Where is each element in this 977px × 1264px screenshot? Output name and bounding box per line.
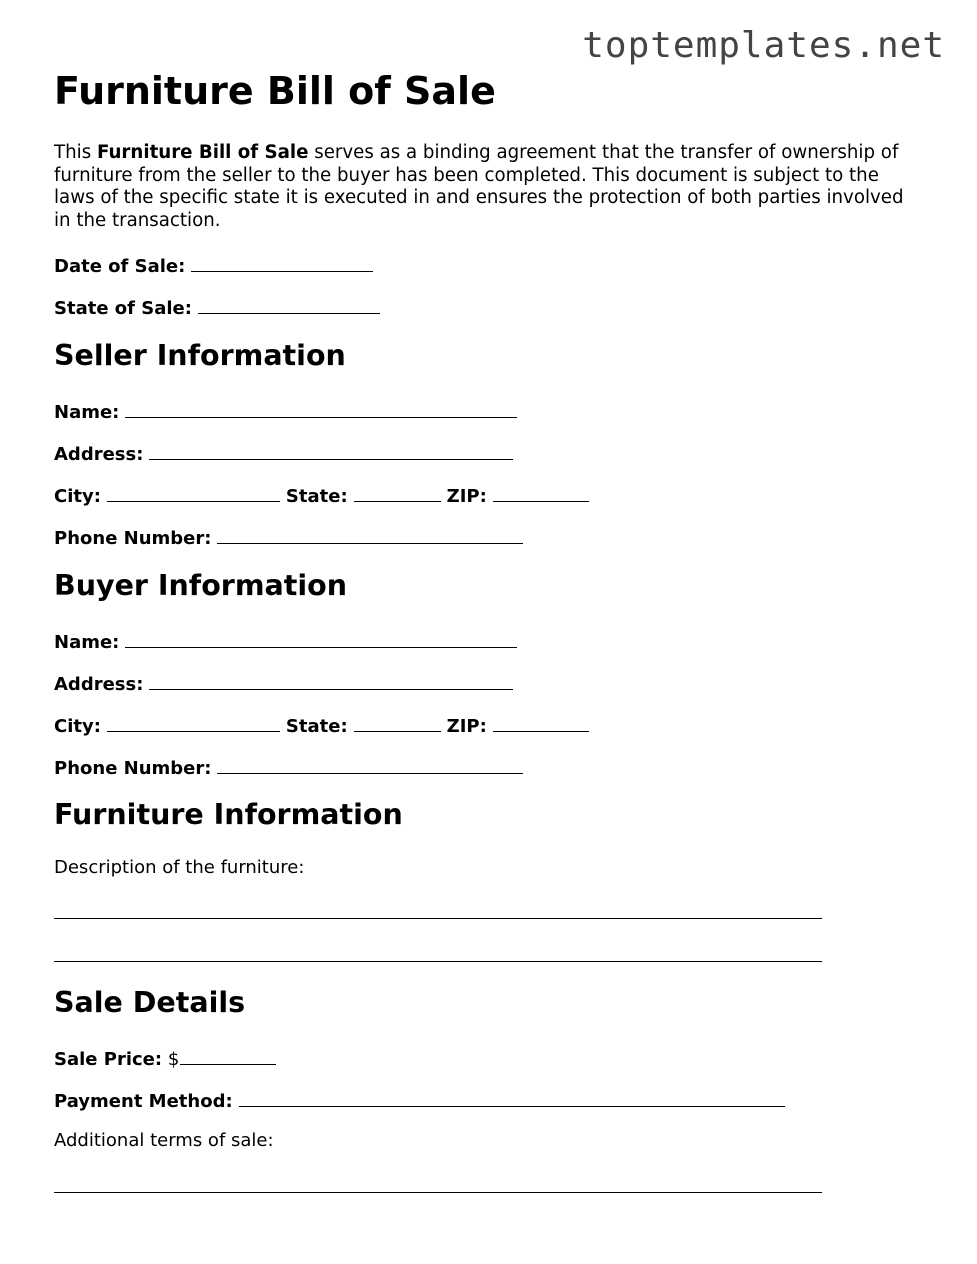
additional-terms-line[interactable] [54,1192,822,1193]
payment-method-row [54,1090,785,1111]
sale-price-field[interactable] [180,1048,276,1065]
seller-name-label: Name: [54,402,120,423]
seller-address-field[interactable] [149,443,513,460]
furniture-heading: Furniture Information [54,798,403,831]
seller-phone-row [54,527,523,548]
buyer-state-label: State: [285,716,348,737]
intro-bold-term: Furniture Bill of Sale [96,142,309,163]
seller-phone-field[interactable] [217,527,523,544]
seller-name-field[interactable] [125,401,517,418]
buyer-city-row [54,715,589,736]
furniture-description-line-2[interactable] [54,961,822,962]
buyer-city-field[interactable] [107,715,280,732]
buyer-address-field[interactable] [149,673,513,690]
sale-details-heading: Sale Details [54,986,246,1019]
sale-price-row [54,1048,276,1069]
seller-state-label: State: [285,486,348,507]
state-of-sale-field[interactable] [198,297,380,314]
seller-city-row [54,485,589,506]
buyer-phone-field[interactable] [217,757,523,774]
seller-heading: Seller Information [54,339,346,372]
date-of-sale-field[interactable] [191,255,373,272]
furniture-description-label: Description of the furniture: [54,857,305,878]
seller-phone-label: Phone Number: [54,528,212,549]
additional-terms-label: Additional terms of sale: [54,1130,274,1151]
buyer-phone-label: Phone Number: [54,758,212,779]
buyer-zip-label: ZIP: [446,716,487,737]
seller-city-field[interactable] [107,485,280,502]
seller-state-field[interactable] [354,485,441,502]
seller-zip-field[interactable] [493,485,589,502]
seller-address-row [54,443,513,464]
buyer-state-field[interactable] [354,715,441,732]
buyer-address-row [54,673,513,694]
date-of-sale-label: Date of Sale: [54,256,186,277]
watermark-text: toptemplates.net [582,25,945,66]
intro-prefix: This [54,142,97,163]
payment-method-label: Payment Method: [54,1091,233,1112]
seller-city-label: City: [54,486,101,507]
currency-symbol: $ [167,1049,180,1070]
seller-address-label: Address: [54,444,144,465]
furniture-description-line-1[interactable] [54,918,822,919]
buyer-heading: Buyer Information [54,569,348,602]
buyer-zip-field[interactable] [493,715,589,732]
intro-paragraph [54,142,924,232]
state-of-sale-label: State of Sale: [54,298,192,319]
payment-method-field[interactable] [239,1090,785,1107]
buyer-name-row [54,631,517,652]
seller-name-row [54,401,517,422]
document-title: Furniture Bill of Sale [54,69,496,113]
buyer-address-label: Address: [54,674,144,695]
state-of-sale-row [54,297,380,318]
buyer-city-label: City: [54,716,101,737]
seller-zip-label: ZIP: [446,486,487,507]
intro-rest: serves as a binding agreement that the transfer of ownership of furniture from the seller to the buyer has been completed. This document is subject to the laws of the specific state it is executed in and ensures the protection of both parties involved in the transaction. [54,142,904,231]
buyer-phone-row [54,757,523,778]
sale-price-label: Sale Price: [54,1049,163,1070]
buyer-name-label: Name: [54,632,120,653]
buyer-name-field[interactable] [125,631,517,648]
date-of-sale-row [54,255,373,276]
